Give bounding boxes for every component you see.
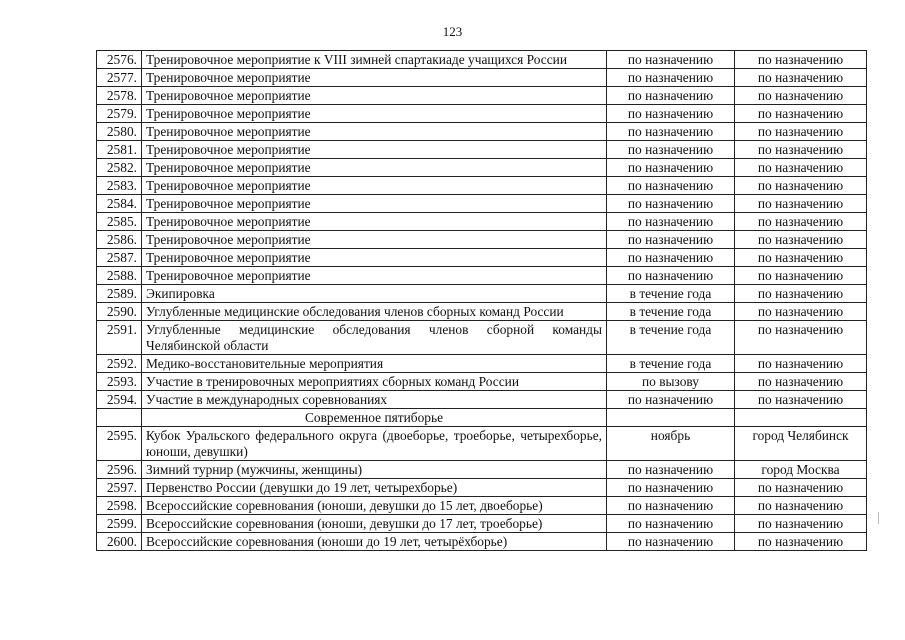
event-date: по назначению: [607, 249, 735, 267]
table-row: [97, 355, 867, 373]
event-title: Кубок Уральского федерального округа (двоеборье, троеборье, четырехборье, юноши, девушки): [142, 427, 607, 461]
event-place: по назначению: [735, 87, 867, 105]
event-title: Первенство России (девушки до 19 лет, четырехборье): [142, 479, 607, 497]
event-date: по назначению: [607, 141, 735, 159]
row-number: 2590.: [97, 303, 142, 321]
event-place: по назначению: [735, 285, 867, 303]
section-place-cell: [735, 409, 867, 427]
table-row: [97, 267, 867, 285]
row-number: 2582.: [97, 159, 142, 177]
event-date: по назначению: [607, 159, 735, 177]
row-number: 2587.: [97, 249, 142, 267]
event-date: по назначению: [607, 195, 735, 213]
event-date: по вызову: [607, 373, 735, 391]
table-row: [97, 105, 867, 123]
event-place: по назначению: [735, 177, 867, 195]
event-title: Тренировочное мероприятие: [142, 123, 607, 141]
row-number: 2598.: [97, 497, 142, 515]
event-date: по назначению: [607, 391, 735, 409]
row-number: 2599.: [97, 515, 142, 533]
event-title: Медико-восстановительные мероприятия: [142, 355, 607, 373]
event-place: город Москва: [735, 461, 867, 479]
event-place: по назначению: [735, 105, 867, 123]
event-date: по назначению: [607, 231, 735, 249]
event-place: по назначению: [735, 391, 867, 409]
events-table-body: [97, 51, 867, 551]
event-title: Всероссийские соревнования (юноши, девушки до 15 лет, двоеборье): [142, 497, 607, 515]
table-row: [97, 159, 867, 177]
row-number: 2596.: [97, 461, 142, 479]
table-row: [97, 177, 867, 195]
row-number: 2576.: [97, 51, 142, 69]
event-date: по назначению: [607, 87, 735, 105]
event-title: Углубленные медицинские обследования членов сборной команды Челябинской области: [142, 321, 607, 355]
table-row: [97, 515, 867, 533]
event-title: Зимний турнир (мужчины, женщины): [142, 461, 607, 479]
event-title: Тренировочное мероприятие: [142, 69, 607, 87]
event-date: по назначению: [607, 267, 735, 285]
event-date: по назначению: [607, 51, 735, 69]
event-title: Тренировочное мероприятие: [142, 249, 607, 267]
row-number: 2579.: [97, 105, 142, 123]
event-place: по назначению: [735, 515, 867, 533]
section-date-cell: [607, 409, 735, 427]
row-number: 2583.: [97, 177, 142, 195]
event-date: в течение года: [607, 321, 735, 355]
event-title: Тренировочное мероприятие к VIII зимней спартакиаде учащихся России: [142, 51, 607, 69]
event-date: по назначению: [607, 105, 735, 123]
event-date: в течение года: [607, 285, 735, 303]
event-date: ноябрь: [607, 427, 735, 461]
event-date: по назначению: [607, 461, 735, 479]
table-row: [97, 249, 867, 267]
event-date: по назначению: [607, 213, 735, 231]
event-title: Тренировочное мероприятие: [142, 159, 607, 177]
event-place: по назначению: [735, 213, 867, 231]
event-title: Участие в международных соревнованиях: [142, 391, 607, 409]
event-date: по назначению: [607, 515, 735, 533]
table-row: [97, 285, 867, 303]
table-row: [97, 51, 867, 69]
row-number: 2597.: [97, 479, 142, 497]
event-place: по назначению: [735, 123, 867, 141]
event-place: по назначению: [735, 355, 867, 373]
row-number: 2594.: [97, 391, 142, 409]
event-place: город Челябинск: [735, 427, 867, 461]
event-date: по назначению: [607, 497, 735, 515]
event-title: Тренировочное мероприятие: [142, 267, 607, 285]
event-place: по назначению: [735, 267, 867, 285]
row-number: 2577.: [97, 69, 142, 87]
event-place: по назначению: [735, 51, 867, 69]
event-title: Участие в тренировочных мероприятиях сборных команд России: [142, 373, 607, 391]
event-place: по назначению: [735, 321, 867, 355]
event-place: по назначению: [735, 497, 867, 515]
section-row: [97, 409, 867, 427]
event-date: в течение года: [607, 303, 735, 321]
event-place: по назначению: [735, 479, 867, 497]
row-number: 2588.: [97, 267, 142, 285]
event-date: по назначению: [607, 479, 735, 497]
table-row: [97, 533, 867, 551]
table-row: [97, 141, 867, 159]
event-title: Тренировочное мероприятие: [142, 141, 607, 159]
table-row: [97, 461, 867, 479]
event-date: по назначению: [607, 123, 735, 141]
scan-artifact: [878, 512, 879, 524]
event-place: по назначению: [735, 533, 867, 551]
table-row: [97, 87, 867, 105]
row-number: 2589.: [97, 285, 142, 303]
table-row: [97, 497, 867, 515]
event-title: Экипировка: [142, 285, 607, 303]
row-number: 2580.: [97, 123, 142, 141]
event-title: Тренировочное мероприятие: [142, 231, 607, 249]
event-title: Углубленные медицинские обследования членов сборных команд России: [142, 303, 607, 321]
event-place: по назначению: [735, 159, 867, 177]
table-row: [97, 69, 867, 87]
section-number-cell: [97, 409, 142, 427]
event-title: Тренировочное мероприятие: [142, 105, 607, 123]
event-title: Тренировочное мероприятие: [142, 177, 607, 195]
events-table: [96, 50, 867, 551]
event-title: Тренировочное мероприятие: [142, 87, 607, 105]
row-number: 2592.: [97, 355, 142, 373]
event-title: Тренировочное мероприятие: [142, 195, 607, 213]
row-number: 2581.: [97, 141, 142, 159]
event-place: по назначению: [735, 373, 867, 391]
table-row: [97, 123, 867, 141]
event-place: по назначению: [735, 195, 867, 213]
row-number: 2595.: [97, 427, 142, 461]
event-date: в течение года: [607, 355, 735, 373]
table-row: [97, 391, 867, 409]
table-row: [97, 303, 867, 321]
event-title: Всероссийские соревнования (юноши до 19 лет, четырёхборье): [142, 533, 607, 551]
table-row: [97, 479, 867, 497]
row-number: 2600.: [97, 533, 142, 551]
row-number: 2586.: [97, 231, 142, 249]
event-title: Всероссийские соревнования (юноши, девушки до 17 лет, троеборье): [142, 515, 607, 533]
event-place: по назначению: [735, 231, 867, 249]
event-date: по назначению: [607, 177, 735, 195]
table-row: [97, 321, 867, 355]
row-number: 2585.: [97, 213, 142, 231]
table-row: [97, 427, 867, 461]
row-number: 2584.: [97, 195, 142, 213]
section-title: Современное пятиборье: [142, 409, 607, 427]
event-place: по назначению: [735, 303, 867, 321]
table-row: [97, 373, 867, 391]
page-number: 123: [442, 24, 463, 39]
row-number: 2578.: [97, 87, 142, 105]
row-number: 2593.: [97, 373, 142, 391]
table-row: [97, 195, 867, 213]
event-place: по назначению: [735, 141, 867, 159]
event-date: по назначению: [607, 533, 735, 551]
event-place: по назначению: [735, 249, 867, 267]
row-number: 2591.: [97, 321, 142, 355]
table-row: [97, 231, 867, 249]
event-date: по назначению: [607, 69, 735, 87]
event-title: Тренировочное мероприятие: [142, 213, 607, 231]
table-row: [97, 213, 867, 231]
event-place: по назначению: [735, 69, 867, 87]
